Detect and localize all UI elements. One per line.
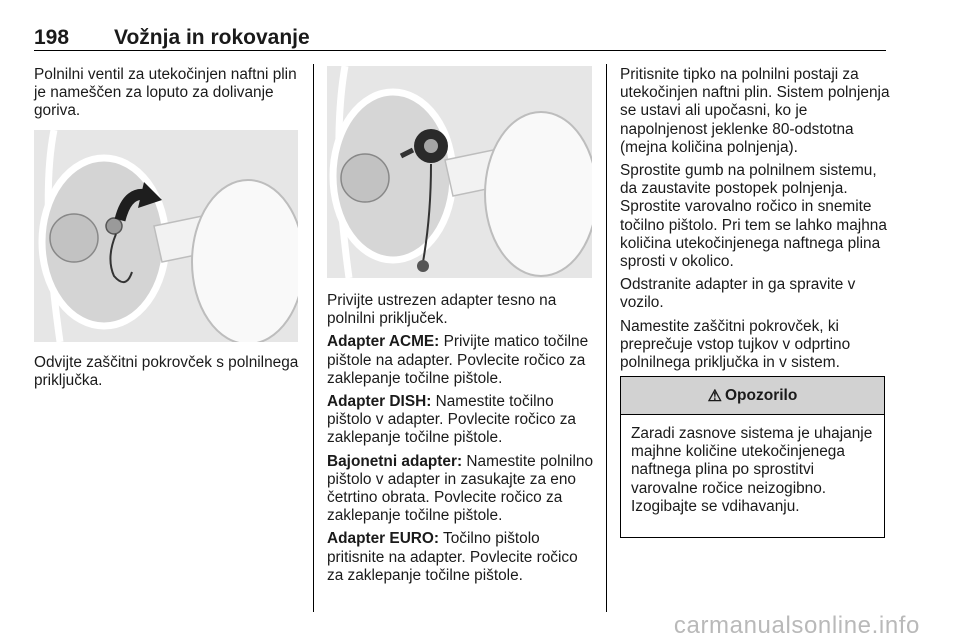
remove-adapter-paragraph: Odstranite adapter in ga spravite v vozilo. <box>620 276 856 312</box>
warning-text: Zaradi zasnove sistema je uhajanje majhne količine utekočinjenega naftnega plina po sprostitvi varovalne ročice neizogibno. Izogibajte se vdihavanju. <box>631 425 873 515</box>
adapter-illustration <box>327 66 592 278</box>
bayonet-text: Namestite polnilno pištolo v adapter in zasukajte za eno četrtino obrata. Povlecite ročico za zaklepanje točilne pištole. <box>327 452 594 525</box>
fuel-door-cap-illustration <box>34 130 298 342</box>
column-right <box>620 66 890 377</box>
warning-header <box>621 377 884 415</box>
acme-label: Adapter ACME: <box>327 333 440 351</box>
press-button-paragraph: Pritisnite tipko na polnilni postaji za utekočinjen naftni plin. Sistem polnjenja se ustavi ali upočasni, ko je napolnjenost jeklenke 80-odstotna (mejna količina polnjenja). <box>620 66 890 156</box>
column-middle <box>327 292 595 590</box>
warning-triangle-icon: ⚠ <box>707 387 722 405</box>
bayonet-label: Bajonetni adapter: <box>327 452 463 470</box>
column-divider <box>606 64 607 612</box>
page-number: 198 <box>34 26 70 49</box>
adapter-figure <box>327 66 592 278</box>
dish-label: Adapter DISH: <box>327 393 432 411</box>
warning-title: Opozorilo <box>725 386 798 404</box>
euro-paragraph <box>327 530 595 585</box>
replace-cap-paragraph: Namestite zaščitni pokrovček, ki preprečuje vstop tujkov v odprtino polnilnega priključka in v sistem. <box>620 317 851 372</box>
watermark: carmanualsonline.info <box>673 612 920 639</box>
column-left-bottom <box>34 354 302 395</box>
acme-paragraph <box>327 333 595 388</box>
screw-adapter-paragraph: Privijte ustrezen adapter tesno na polnilni priključek. <box>327 292 557 328</box>
intro-paragraph: Polnilni ventil za utekočinjen naftni plin je nameščen za loputo za dolivanje goriva. <box>34 66 297 120</box>
dish-text: Namestite točilno pištolo v adapter. Povlecite ročico za zaklepanje točilne pištole. <box>327 393 576 447</box>
euro-label: Adapter EURO: <box>327 530 440 548</box>
column-left <box>34 66 302 126</box>
unscrew-cap-paragraph: Odvijte zaščitni pokrovček s polnilnega priključka. <box>34 354 299 390</box>
page-header <box>34 26 886 52</box>
chapter-title: Vožnja in rokovanje <box>114 26 310 49</box>
warning-box <box>620 376 885 538</box>
bayonet-paragraph <box>327 453 595 526</box>
euro-text: Točilno pištolo pritisnite na adapter. Povlecite ročico za zaklepanje točilne pištole. <box>327 530 578 584</box>
dish-paragraph <box>327 393 595 448</box>
column-divider <box>313 64 314 612</box>
acme-text: Privijte matico točilne pištole na adapter. Povlecite ročico za zaklepanje točilne pištole. <box>327 333 589 387</box>
header-rule <box>34 50 886 51</box>
fuel-filler-illustration <box>34 130 298 342</box>
release-button-paragraph: Sprostite gumb na polnilnem sistemu, da zaustavite postopek polnjenja. Sprostite varovalno ročico in snemite točilno pištolo. Pri tem se lahko majhna količina utekočinjenega naftnega plina sprosti v okolico. <box>620 162 887 271</box>
